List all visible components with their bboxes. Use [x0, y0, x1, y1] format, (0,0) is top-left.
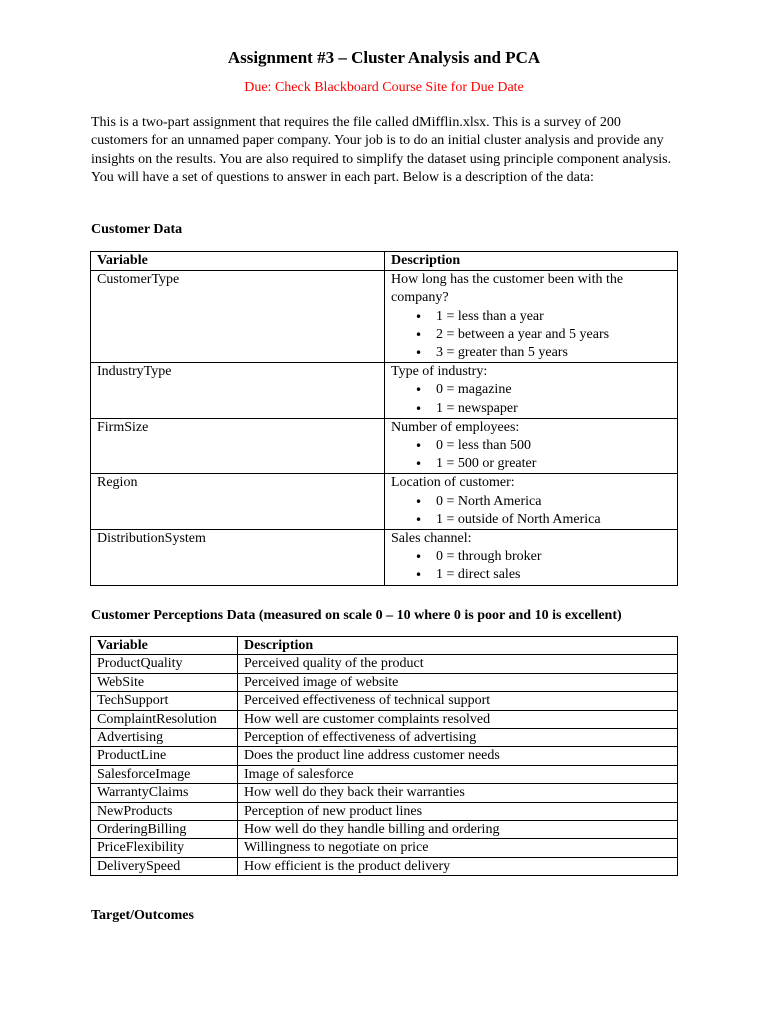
- list-item: • 0 = North America: [415, 493, 671, 511]
- list-item: • 0 = magazine: [415, 381, 671, 399]
- customer-data-table: [90, 251, 678, 586]
- description-cell: [385, 271, 678, 363]
- bullet-list: [391, 308, 671, 363]
- variable-cell: TechSupport: [91, 692, 238, 710]
- description-lead: Type of industry:: [391, 364, 488, 380]
- description-cell: Perception of effectiveness of advertising: [238, 729, 678, 747]
- description-cell: How well do they handle billing and ordering: [238, 821, 678, 839]
- variable-cell: OrderingBilling: [91, 821, 238, 839]
- description-lead: Number of employees:: [391, 419, 520, 435]
- table-row: [91, 474, 678, 530]
- variable-column-header: Variable: [91, 637, 238, 655]
- variable-cell: FirmSize: [91, 418, 385, 474]
- variable-cell: CustomerType: [91, 271, 385, 363]
- description-cell: Willingness to negotiate on price: [238, 839, 678, 857]
- list-item: • 1 = direct sales: [415, 566, 671, 584]
- bullet-list: [391, 437, 671, 473]
- table-row: [91, 673, 678, 691]
- description-cell: How well are customer complaints resolved: [238, 710, 678, 728]
- bullet-list: [391, 381, 671, 417]
- variable-cell: PriceFlexibility: [91, 839, 238, 857]
- list-item: • 1 = less than a year: [415, 308, 671, 326]
- description-cell: How well do they back their warranties: [238, 784, 678, 802]
- intro-paragraph: This is a two-part assignment that requires the file called dMifflin.xlsx. This is a survey of 200 customers for an unnamed paper company. Your job is to do an initial cluster analysis and provide any insights on the results. You are also required to simplify the dataset using principle component analysis. You will have a set of questions to answer in each part. Below is a description of the data:: [91, 115, 672, 186]
- table-row: [91, 729, 678, 747]
- description-cell: [385, 474, 678, 530]
- table-row: [91, 418, 678, 474]
- description-cell: Image of salesforce: [238, 765, 678, 783]
- description-column-header: Description: [238, 637, 678, 655]
- list-item: • 1 = outside of North America: [415, 511, 671, 529]
- variable-cell: Region: [91, 474, 385, 530]
- table-row: [91, 692, 678, 710]
- description-cell: Perceived effectiveness of technical support: [238, 692, 678, 710]
- table-row: [91, 747, 678, 765]
- table-row: [91, 363, 678, 419]
- description-cell: [385, 530, 678, 586]
- table-row: [91, 710, 678, 728]
- customer-data-heading: Customer Data: [91, 222, 183, 237]
- list-item: • 3 = greater than 5 years: [415, 344, 671, 362]
- table-row: [91, 802, 678, 820]
- description-lead: Sales channel:: [391, 531, 472, 547]
- variable-cell: WarrantyClaims: [91, 784, 238, 802]
- variable-cell: DeliverySpeed: [91, 857, 238, 875]
- table-row: [91, 821, 678, 839]
- table-row: [91, 655, 678, 673]
- description-lead: How long has the customer been with the company?: [391, 272, 624, 306]
- list-item: • 1 = newspaper: [415, 400, 671, 418]
- table-header-row: [91, 252, 678, 271]
- list-item: • 0 = less than 500: [415, 437, 671, 455]
- target-outcomes-heading: Target/Outcomes: [91, 908, 194, 923]
- table-row: [91, 530, 678, 586]
- variable-cell: IndustryType: [91, 363, 385, 419]
- table-row: [91, 839, 678, 857]
- table-row: [91, 857, 678, 875]
- table-row: [91, 784, 678, 802]
- table-row: [91, 765, 678, 783]
- table-header-row: [91, 637, 678, 655]
- description-cell: How efficient is the product delivery: [238, 857, 678, 875]
- variable-cell: NewProducts: [91, 802, 238, 820]
- variable-column-header: Variable: [91, 252, 385, 271]
- variable-cell: ProductLine: [91, 747, 238, 765]
- variable-cell: DistributionSystem: [91, 530, 385, 586]
- variable-cell: Advertising: [91, 729, 238, 747]
- variable-cell: SalesforceImage: [91, 765, 238, 783]
- list-item: • 0 = through broker: [415, 548, 671, 566]
- description-cell: Does the product line address customer needs: [238, 747, 678, 765]
- description-cell: Perceived image of website: [238, 673, 678, 691]
- perception-data-heading: Customer Perceptions Data (measured on scale 0 – 10 where 0 is poor and 10 is excellent): [91, 608, 622, 623]
- description-cell: Perceived quality of the product: [238, 655, 678, 673]
- perception-data-table: [90, 636, 678, 876]
- description-column-header: Description: [385, 252, 678, 271]
- due-date-notice: Due: Check Blackboard Course Site for Due Date: [244, 80, 524, 95]
- description-cell: Perception of new product lines: [238, 802, 678, 820]
- bullet-list: [391, 548, 671, 584]
- bullet-list: [391, 493, 671, 529]
- variable-cell: WebSite: [91, 673, 238, 691]
- description-cell: [385, 363, 678, 419]
- list-item: • 1 = 500 or greater: [415, 455, 671, 473]
- description-cell: [385, 418, 678, 474]
- variable-cell: ProductQuality: [91, 655, 238, 673]
- variable-cell: ComplaintResolution: [91, 710, 238, 728]
- table-row: [91, 271, 678, 363]
- document-title: Assignment #3 – Cluster Analysis and PCA: [227, 48, 541, 67]
- description-lead: Location of customer:: [391, 475, 515, 491]
- list-item: • 2 = between a year and 5 years: [415, 326, 671, 344]
